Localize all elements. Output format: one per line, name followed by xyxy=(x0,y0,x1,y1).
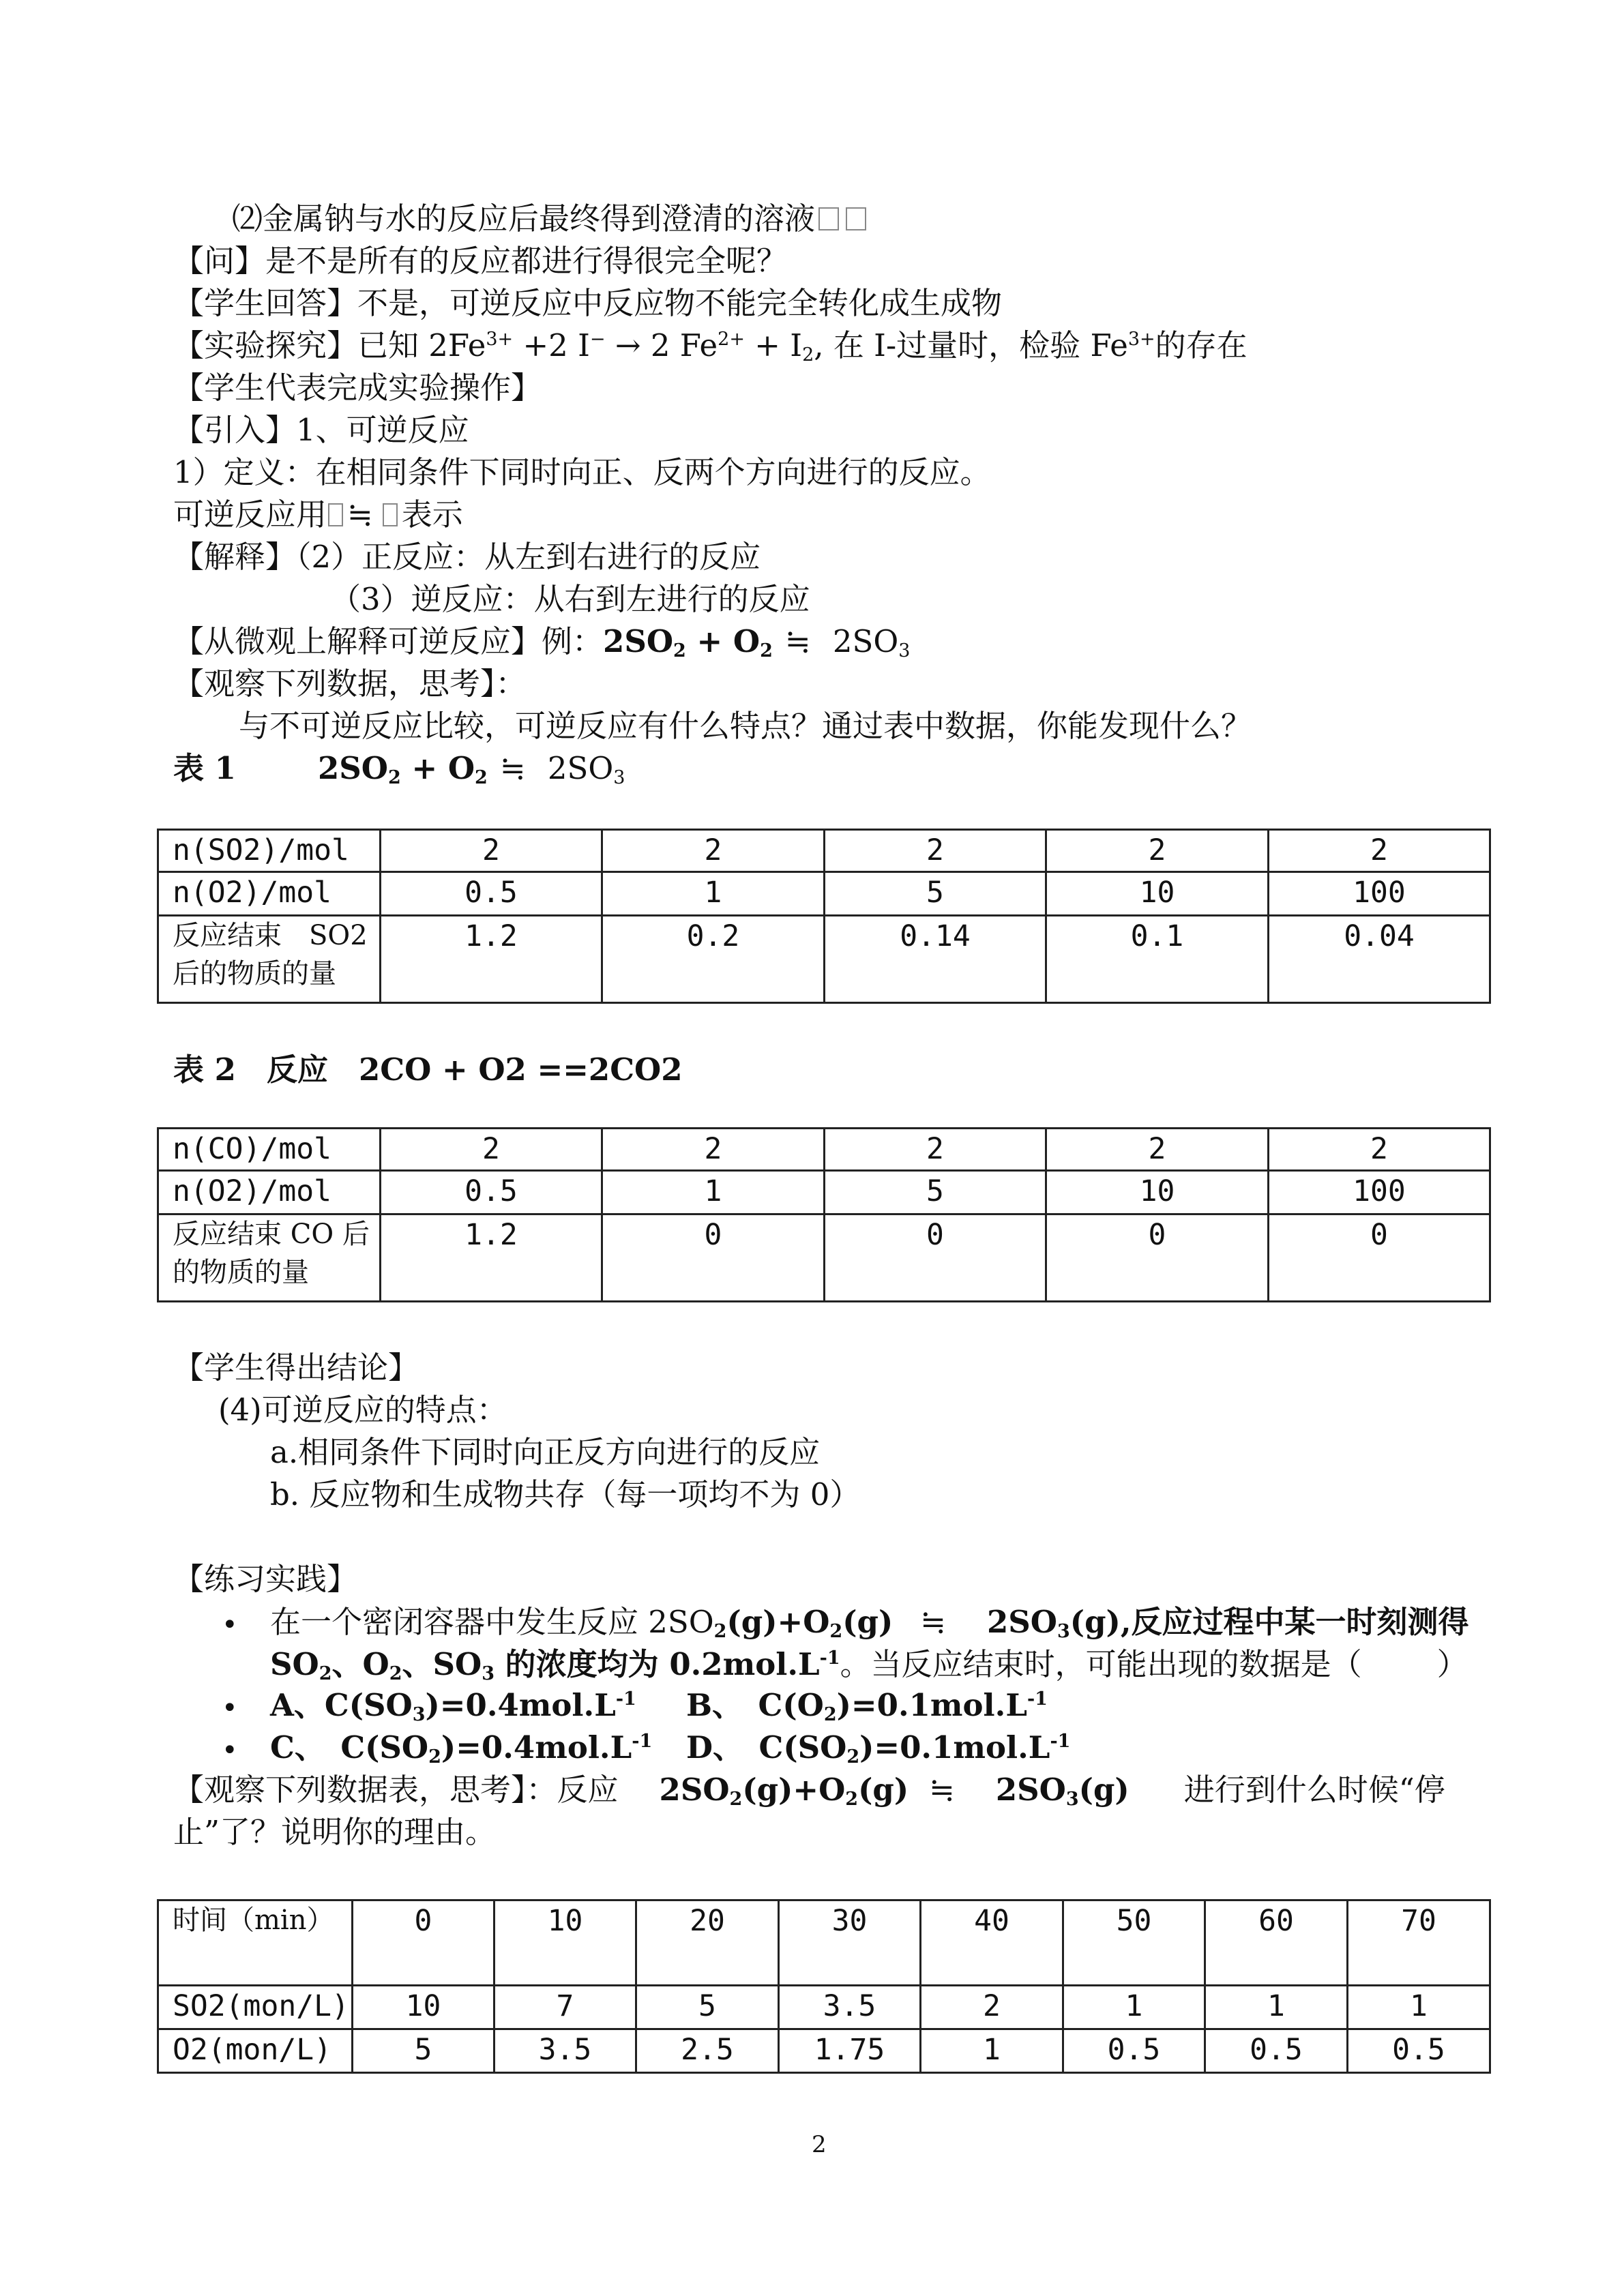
row-header-cell: 反应结束 SO2后的物质的量 xyxy=(158,916,381,1003)
table-cell: 0.04 xyxy=(1269,916,1490,1003)
line-compare: 与不可逆反应比较，可逆反应有什么特点？通过表中数据，你能发现什么？ xyxy=(239,708,1252,744)
table-co-data xyxy=(157,1127,1491,1302)
table-cell: 40 xyxy=(921,1900,1063,1986)
table-row xyxy=(158,830,1490,872)
table-cell: 1 xyxy=(1205,1986,1348,2029)
table-cell: 0 xyxy=(1046,1214,1269,1302)
table-cell: 2 xyxy=(825,830,1046,872)
practice-options-cd: C、 $C(SO_2)=0.4mol.L^{-1}$ D、 $C(SO_2)=0.1mol.L^{-1}$ xyxy=(270,1729,1071,1768)
table-cell: 0.5 xyxy=(1063,2029,1205,2073)
table-cell: 0.5 xyxy=(1205,2029,1348,2073)
table-cell: 1 xyxy=(1348,1986,1490,2029)
table-cell: 2 xyxy=(1046,1129,1269,1171)
line-symbol: 可逆反应用 ≒ 表示 xyxy=(173,496,463,533)
table-cell: 10 xyxy=(494,1900,636,1986)
table-cell: 1.2 xyxy=(381,1214,602,1302)
table-cell: 100 xyxy=(1269,1171,1490,1214)
table-cell: 0 xyxy=(1269,1214,1490,1302)
line-observe-table: 【观察下列数据表，思考】：反应 $2SO_2(g)+O_2(g)$ ≒ $2SO_3(g)$ 进行到什么时候“停 xyxy=(173,1772,1445,1810)
line-conclusion: 【学生得出结论】 xyxy=(173,1350,419,1386)
line-definition: 1）定义：在相同条件下同时向正、反两个方向进行的反应。 xyxy=(173,454,991,490)
table-cell: 2 xyxy=(602,1129,825,1171)
table-cell: 10 xyxy=(1046,872,1269,916)
table-cell: 0.5 xyxy=(381,1171,602,1214)
table-cell: 20 xyxy=(636,1900,779,1986)
text: ⑵金属钠与水的反应后最终得到澄清的溶液 xyxy=(232,200,816,237)
table-cell: 60 xyxy=(1205,1900,1348,1986)
missing-glyph-box xyxy=(383,503,398,526)
table-cell: 0.5 xyxy=(381,872,602,916)
table-cell: 5 xyxy=(825,1171,1046,1214)
row-header-cell: n(CO)/mol xyxy=(158,1129,381,1171)
table-cell: 0.5 xyxy=(1348,2029,1490,2073)
line-forward-reaction: 【解释】（2）正反应：从左到右进行的反应 xyxy=(173,539,761,575)
table-cell: 7 xyxy=(494,1986,636,2029)
line-features: (4)可逆反应的特点： xyxy=(218,1392,507,1428)
table-cell: 2 xyxy=(1046,830,1269,872)
line-observe: 【观察下列数据，思考】： xyxy=(173,666,527,702)
table-cell: 0 xyxy=(602,1214,825,1302)
table-cell: 5 xyxy=(636,1986,779,2029)
table-cell: 2 xyxy=(1269,830,1490,872)
table-cell: 2 xyxy=(602,830,825,872)
table-cell: 2 xyxy=(825,1129,1046,1171)
row-header-cell: 时间（min） xyxy=(158,1900,353,1986)
line-feature-b: b. 反应物和生成物共存（每一项均不为 0） xyxy=(270,1476,861,1512)
line-microscopic: 【从微观上解释可逆反应】例：$2SO_2 + O_2$ ≒ $2SO_3$ xyxy=(173,623,911,661)
table-cell: 30 xyxy=(779,1900,921,1986)
table-cell: 2 xyxy=(381,830,602,872)
line-intro: 【引入】1、可逆反应 xyxy=(173,412,469,448)
missing-glyph-box xyxy=(328,503,343,526)
table1-caption: 表 1 $2SO_2 + O_2$ ≒ $2SO_3$ xyxy=(173,750,625,788)
table-cell: 1 xyxy=(602,872,825,916)
table-cell: 70 xyxy=(1348,1900,1490,1986)
table-row xyxy=(158,1986,1490,2029)
line-practice: 【练习实践】 xyxy=(173,1561,358,1597)
table-cell: 1.2 xyxy=(381,916,602,1003)
table-cell: 1 xyxy=(1063,1986,1205,2029)
table-row xyxy=(158,1900,1490,1986)
missing-glyph-box xyxy=(846,207,866,230)
table-cell: 2 xyxy=(921,1986,1063,2029)
practice-question-1: 在一个密闭容器中发生反应 $2SO_2(g)+O_2(g)$ ≒ $2SO_3(g)$,反应过程中某一时刻测得 xyxy=(270,1604,1469,1642)
practice-options-ab: A、$C(SO_3)=0.4mol.L^{-1}$ B、 $C(O_2)=0.1mol.L^{-1}$ xyxy=(270,1687,1048,1725)
page-number: 2 xyxy=(812,2131,827,2158)
table-row xyxy=(158,1214,1490,1302)
table-cell: 0.2 xyxy=(602,916,825,1003)
line-reason: 止”了？说明你的理由。 xyxy=(173,1814,497,1850)
row-header-cell: n(SO2)/mol xyxy=(158,830,381,872)
row-header-cell: SO2(mon/L) xyxy=(158,1986,353,2029)
line-feature-a: a.相同条件下同时向正反方向进行的反应 xyxy=(270,1434,821,1470)
bullet: • xyxy=(222,1735,238,1766)
line-question: 【问】是不是所有的反应都进行得很完全呢？ xyxy=(173,243,788,279)
table-cell: 0.14 xyxy=(825,916,1046,1003)
table-cell: 1.75 xyxy=(779,2029,921,2073)
table-cell: 5 xyxy=(825,872,1046,916)
table-cell: 2 xyxy=(1269,1129,1490,1171)
table-cell: 3.5 xyxy=(494,2029,636,2073)
table-row xyxy=(158,872,1490,916)
table-cell: 1 xyxy=(602,1171,825,1214)
table-row xyxy=(158,1171,1490,1214)
bullet: • xyxy=(222,1609,238,1641)
line-experiment: 【实验探究】已知 $2Fe^{3+} +2$ I− → 2 $Fe^{2+} + I_2$, 在 I-过量时，检验 $Fe^{3+}$的存在 xyxy=(173,327,1247,366)
line-student-answer: 【学生回答】不是，可逆反应中反应物不能完全转化成生成物 xyxy=(173,285,1003,321)
row-header-cell: 反应结束 CO 后的物质的量 xyxy=(158,1214,381,1302)
row-header-cell: n(O2)/mol xyxy=(158,1171,381,1214)
table-cell: 50 xyxy=(1063,1900,1205,1986)
table-cell: 100 xyxy=(1269,872,1490,916)
table-cell: 10 xyxy=(1046,1171,1269,1214)
table-row xyxy=(158,916,1490,1003)
missing-glyph-box xyxy=(818,207,839,230)
table-cell: 0.1 xyxy=(1046,916,1269,1003)
table-row xyxy=(158,1129,1490,1171)
line-student-operation: 【学生代表完成实验操作】 xyxy=(173,370,542,406)
table-cell: 3.5 xyxy=(779,1986,921,2029)
table-cell: 0 xyxy=(353,1900,494,1986)
table-so2-data xyxy=(157,829,1491,1004)
table2-caption: 表 2 反应 2CO + O2 ==2CO2 xyxy=(173,1052,683,1088)
table-cell: 10 xyxy=(353,1986,494,2029)
line-reverse-reaction: （3）逆反应：从右到左进行的反应 xyxy=(330,581,810,617)
row-header-cell: O2(mon/L) xyxy=(158,2029,353,2073)
equilibrium-arrow: ≒ xyxy=(347,496,373,533)
table-cell: 1 xyxy=(921,2029,1063,2073)
table-cell: 2 xyxy=(381,1129,602,1171)
line-sodium-water xyxy=(232,198,870,240)
table-cell: 2.5 xyxy=(636,2029,779,2073)
row-header-cell: n(O2)/mol xyxy=(158,872,381,916)
table-row xyxy=(158,2029,1490,2073)
table-time-data xyxy=(157,1899,1491,2074)
table-cell: 0 xyxy=(825,1214,1046,1302)
bullet: • xyxy=(222,1693,238,1724)
practice-question-2: $SO_2$、$O_2$、$SO_3$ 的浓度均为 $0.2mol.L^{-1}$。当反应结束时，可能出现的数据是（ ） xyxy=(270,1646,1468,1684)
table-cell: 5 xyxy=(353,2029,494,2073)
